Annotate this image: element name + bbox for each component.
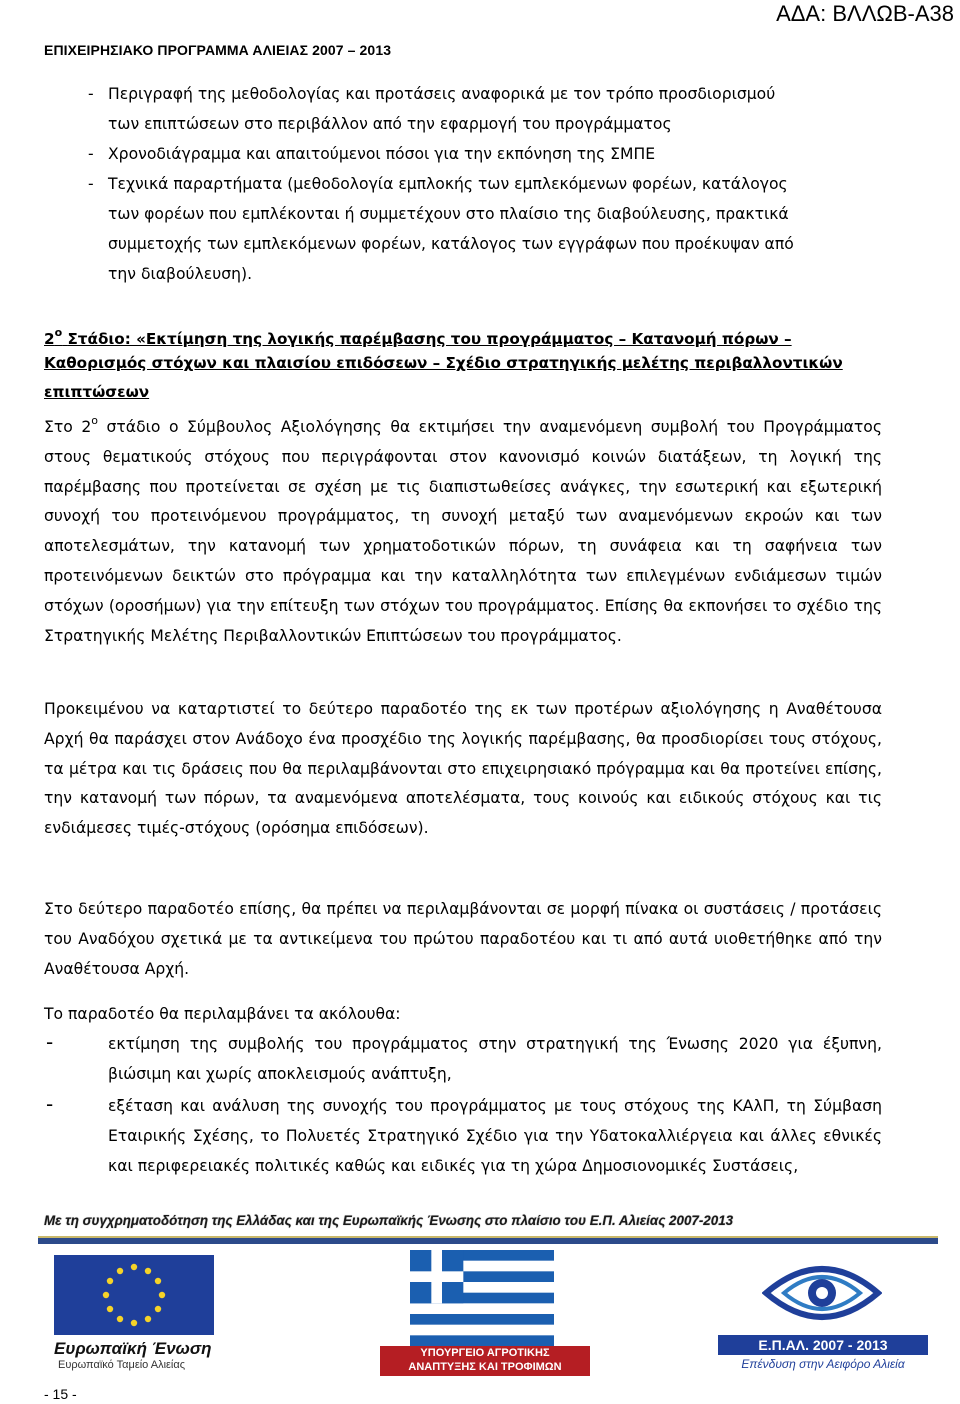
epal-title: Ε.Π.ΑΛ. 2007 - 2013 (718, 1335, 928, 1355)
list-item-line: Περιγραφή της μεθοδολογίας και προτάσεις αναφορικά με τον τρόπο προσδιορισμού (108, 85, 776, 103)
paragraph (44, 406, 882, 651)
list-item-line: Τεχνικά παραρτήματα (μεθοδολογία εμπλοκής των εμπλεκόμενων φορέων, κατάλογος (108, 175, 788, 193)
list-bullet: - (88, 145, 94, 163)
stage-heading-text: Στάδιο: «Εκτίμηση της λογικής παρέμβασης του προγράμματος – Κατανομή πόρων – (67, 330, 792, 348)
ministry-line: ΥΠΟΥΡΓΕΙΟ ΑΓΡΟΤΙΚΗΣ (420, 1347, 550, 1359)
list-item-line: των φορέων που εμπλέκονται ή συμμετέχουν στο πλαίσιο της διαβούλευσης, πρακτικά (108, 205, 789, 223)
page-number: - 15 - (44, 1386, 77, 1402)
list-bullet: - (88, 85, 94, 103)
program-title: ΕΠΙΧΕΙΡΗΣΙΑΚΟ ΠΡΟΓΡΑΜΜΑ ΑΛΙΕΙΑΣ 2007 – 2013 (44, 42, 392, 58)
list-bullet: - (46, 1092, 54, 1116)
banner-divider (38, 1236, 938, 1244)
eu-logo (54, 1255, 244, 1375)
paragraph: Το παραδοτέο θα περιλαμβάνει τα ακόλουθα: (44, 1005, 401, 1023)
ministry-logo (380, 1250, 590, 1373)
eu-flag-icon (54, 1255, 214, 1335)
stage-superscript: ο (54, 326, 63, 339)
epal-subtitle: Επένδυση στην Αειφόρο Αλιεία (741, 1357, 905, 1371)
para-rest: στάδιο ο Σύμβουλος Αξιολόγησης θα εκτιμήσει την αναμενόμενη συμβολή του Προγράμματος στους θεματικούς στόχους που περιγράφονται στον κανονισμό κοινών διατάξεων, τη λογική της παρέμβασης που προτείνεται σε σχέση με τις διαπιστωθείσες ανάγκες, την εσωτερική και εξωτερική συνοχή του προτεινόμενου προγράμματος, τη συνοχή μεταξύ των αναμενόμενων εκροών και των αποτελεσμάτων, την κατανομή των χρηματοδοτικών πόρων, τη συνάφεια και τη σαφήνεια των προτεινόμενων δεικτών στο πρόγραμμα και την καταλληλότητα των επιλεγμένων ενδιάμεσων τιμών στόχων (οροσήμων) για την επίτευξη των στόχων του προγράμματος. Επίσης θα εκπονήσει το σχέδιο της Στρατηγικής Μελέτης Περιβαλλοντικών Επιπτώσεων του προγράμματος. (44, 418, 882, 645)
ministry-line: ΑΝΑΠΤΥΞΗΣ ΚΑΙ ΤΡΟΦΙΜΩΝ (408, 1361, 562, 1373)
list-bullet: - (46, 1030, 54, 1054)
eu-logo-subtitle: Ευρωπαϊκό Ταμείο Αλιείας (58, 1359, 186, 1371)
stage-number: 2 (44, 330, 55, 348)
list-item: εκτίμηση της συμβολής του προγράμματος στην στρατηγική της Ένωσης 2020 για έξυπνη, βιώσιμη και χωρίς αποκλεισμούς ανάπτυξη, (108, 1035, 882, 1083)
eye-icon (762, 1255, 882, 1331)
epal-logo (718, 1255, 928, 1375)
ada-code: ΑΔΑ: ΒΛΛΩΒ-Α38 (776, 1, 954, 26)
ministry-name-box (380, 1346, 590, 1376)
para-start: Στο 2 (44, 418, 92, 436)
paragraph: Στο δεύτερο παραδοτέο επίσης, θα πρέπει να περιλαμβάνονται σε μορφή πίνακα οι συστάσεις / προτάσεις του Αναδόχου σχετικά με τα αντικείμενα του πρώτου παραδοτέου και τι από αυτά υιοθετήθηκε από την Αναθέτουσα Αρχή. (44, 900, 882, 978)
cofunding-banner: Με τη συγχρηματοδότηση της Ελλάδας και της Ευρωπαϊκής Ένωσης στο πλαίσιο του Ε.Π. Αλιείας 2007-2013 (44, 1213, 734, 1228)
list-item-line: την διαβούλευση). (108, 265, 253, 283)
list-item-line: των επιπτώσεων στο περιβάλλον από την εφαρμογή του προγράμματος (108, 115, 672, 133)
list-item-line: Χρονοδιάγραμμα και απαιτούμενοι πόσοι για την εκπόνηση της ΣΜΠΕ (108, 145, 656, 163)
stage-heading-line: Καθορισμός στόχων και πλαισίου επιδόσεων – Σχέδιο στρατηγικής μελέτης περιβαλλοντικών (44, 354, 843, 372)
list-item: εξέταση και ανάλυση της συνοχής του προγράμματος με τους στόχους της ΚΑλΠ, τη Σύμβαση Εταιρικής Σχέσης, το Πολυετές Στρατηγικό Σχέδιο για την Υδατοκαλλιέργεια και άλλες εθνικές και περιφερειακές πολιτικές καθώς και ειδικές για τη χώρα Δημοσιονομικές Συστάσεις, (108, 1097, 882, 1175)
eu-logo-title: Ευρωπαϊκή Ένωση (54, 1339, 212, 1358)
paragraph: Προκειμένου να καταρτιστεί το δεύτερο παραδοτέο της εκ των προτέρων αξιολόγησης η Αναθέτουσα Αρχή θα παράσχει στον Ανάδοχο ένα προσχέδιο της λογικής παρέμβασης, θα προσδιορίσει τους στόχους, τα μέτρα και τις δράσεις που θα περιλαμβάνονται στο επιχειρησιακό πρόγραμμα και θα προτείνει επίσης, την κατανομή των πόρων, τα αναμενόμενα αποτελέσματα, τους κοινούς και ειδικούς στόχους και τις ενδιάμεσες τιμές-στόχους (ορόσημα επιδόσεων). (44, 700, 882, 838)
stage-heading (44, 326, 882, 348)
greek-flag-icon (402, 1250, 562, 1346)
stage-heading-line: επιπτώσεων (44, 383, 150, 401)
list-item-line: συμμετοχής των εμπλεκόμενων φορέων, κατάλογος των εγγράφων που προέκυψαν από (108, 235, 794, 253)
list-bullet: - (88, 175, 94, 193)
para-superscript: ο (91, 414, 98, 427)
